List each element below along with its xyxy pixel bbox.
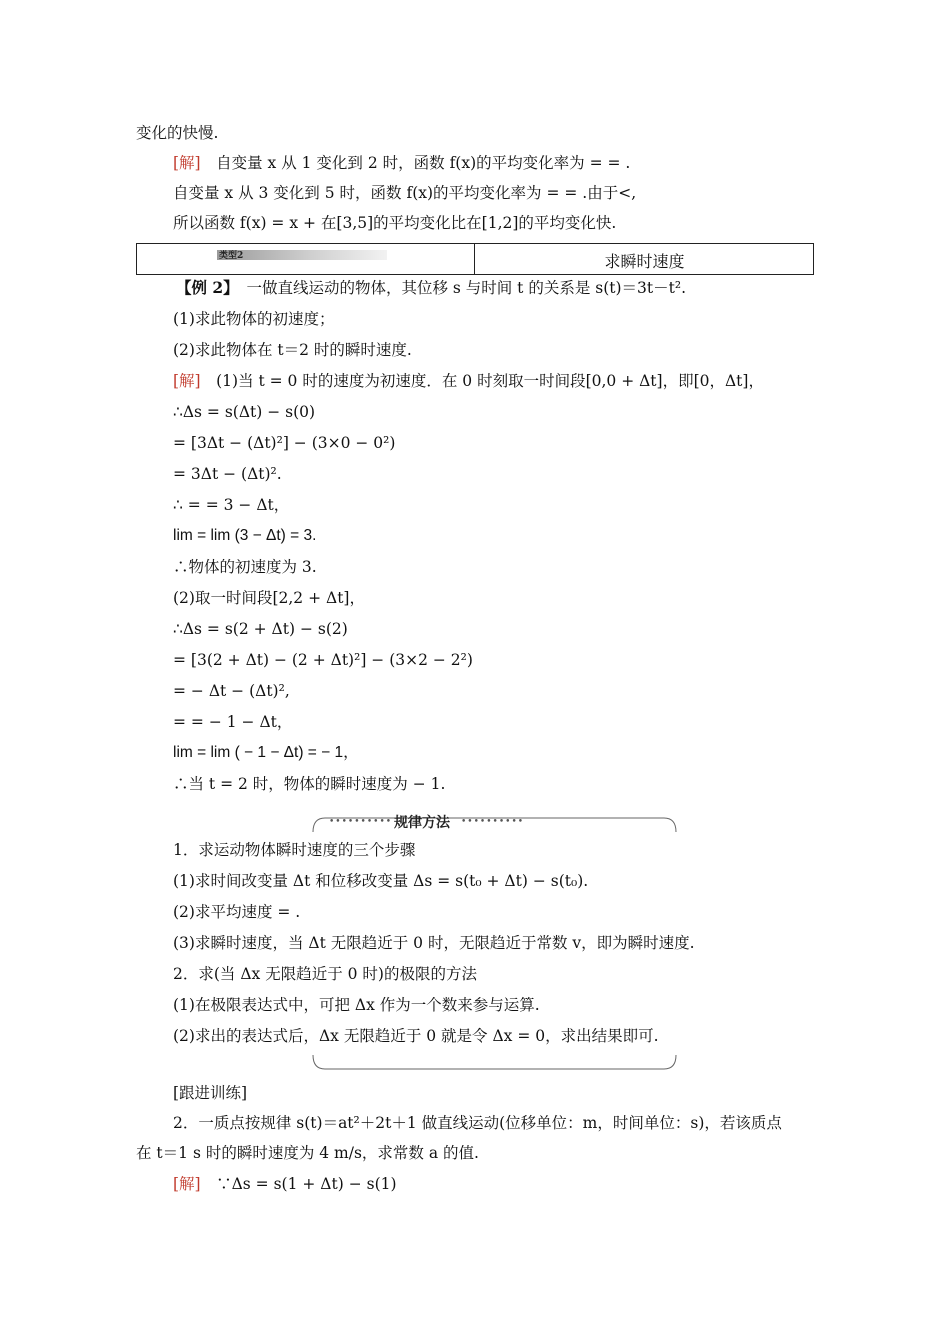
solution-text: (1)当 t = 0 时的速度为初速度．在 0 时刻取一时间段[0,0 + Δt]，即[0，Δt]， (200, 372, 764, 390)
method-line: 2．求(当 Δx 无限趋近于 0 时)的极限的方法 (173, 965, 477, 983)
example-text: 一做直线运动的物体，其位移 s 与时间 t 的关系是 s(t)＝3t－t². (230, 279, 686, 297)
decor-dots-left: •••••••••• (329, 817, 393, 827)
type-badge-label: 类型2 (219, 251, 244, 261)
math-line: ∴Δs = s(Δt) − s(0) (173, 403, 316, 421)
math-line: ∴当 t = 2 时，物体的瞬时速度为 − 1. (173, 775, 446, 793)
math-line: = = − 1 − Δt， (173, 713, 293, 731)
method-line: (1)在极限表达式中，可把 Δx 作为一个数来参与运算. (173, 996, 540, 1014)
exercise-line: 2．一质点按规律 s(t)＝at²＋2t＋1 做直线运动(位移单位：m，时间单位：s)，若该质点 (173, 1114, 782, 1132)
text-line: 自变量 x 从 3 变化到 5 时，函数 f(x)的平均变化率为 = = .由于<, (173, 184, 637, 202)
method-box-top (311, 812, 678, 836)
math-line: = 3Δt − (Δt)². (173, 465, 282, 483)
math-line: = − Δt − (Δt)², (173, 682, 290, 700)
method-line: (2)求出的表达式后，Δx 无限趋近于 0 就是令 Δx = 0，求出结果即可. (173, 1027, 659, 1045)
section-type-bar (136, 243, 814, 275)
math-line: = [3(2 + Δt) − (2 + Δt)²] − (3×2 − 2²) (173, 651, 473, 669)
decor-dots-right: •••••••••• (461, 817, 525, 827)
math-line: (2)取一时间段[2,2 + Δt]， (173, 589, 365, 607)
solution-tag: [解] (173, 1175, 201, 1193)
solution-line (173, 1174, 397, 1194)
type-badge (217, 250, 387, 260)
math-line: lim = lim ( − 1 − Δt) = − 1， (173, 744, 359, 761)
example-tag: 【例 2】 (176, 278, 231, 297)
text-line: (2)求此物体在 t＝2 时的瞬时速度. (173, 341, 412, 359)
method-line: (2)求平均速度 = . (173, 903, 301, 921)
example-line (176, 278, 686, 298)
text-line: 所以函数 f(x) = x + 在[3,5]的平均变化比在[1,2]的平均变化快. (173, 214, 617, 232)
math-line: lim = lim (3 − Δt) = 3. (173, 527, 317, 544)
math-line: ∴物体的初速度为 3. (173, 558, 317, 576)
method-line: (3)求瞬时速度，当 Δt 无限趋近于 0 时，无限趋近于常数 v，即为瞬时速度. (173, 934, 695, 952)
solution-text: ∵Δs = s(1 + Δt) − s(1) (200, 1175, 397, 1193)
solution-tag: [解] (173, 372, 201, 390)
exercise-line: 在 t＝1 s 时的瞬时速度为 4 m/s，求常数 a 的值. (136, 1144, 479, 1162)
solution-text: 自变量 x 从 1 变化到 2 时，函数 f(x)的平均变化率为 = = . (200, 154, 631, 172)
method-box-bottom (311, 1053, 678, 1073)
exercise-heading: [跟进训练] (173, 1084, 248, 1102)
text-line: 变化的快慢. (136, 124, 219, 142)
solution-line (173, 371, 764, 391)
method-box-title: 规律方法 (394, 814, 450, 830)
method-line: 1．求运动物体瞬时速度的三个步骤 (173, 841, 416, 859)
section-title: 求瞬时速度 (604, 254, 685, 271)
math-line: ∴ = = 3 − Δt， (173, 496, 290, 514)
math-line: ∴Δs = s(2 + Δt) − s(2) (173, 620, 348, 638)
text-line: (1)求此物体的初速度； (173, 310, 335, 328)
solution-tag: [解] (173, 154, 201, 172)
method-line: (1)求时间改变量 Δt 和位移改变量 Δs = s(t₀ + Δt) − s(t₀). (173, 872, 589, 890)
math-line: = [3Δt − (Δt)²] − (3×0 − 0²) (173, 434, 396, 452)
method-box-bottom-border (311, 1053, 678, 1073)
solution-line (173, 153, 630, 173)
